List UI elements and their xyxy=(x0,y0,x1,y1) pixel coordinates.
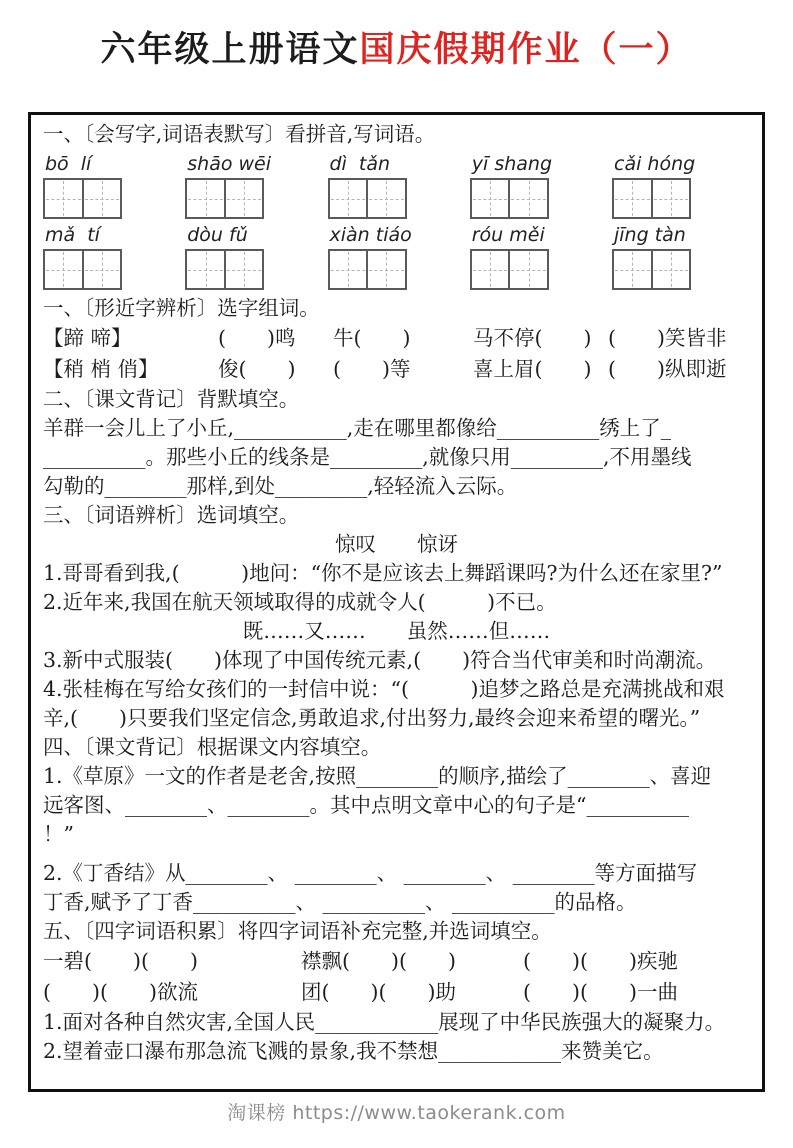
grid-cell[interactable] xyxy=(45,251,82,288)
writing-grid-box[interactable] xyxy=(185,249,264,290)
pinyin-label: róu měi xyxy=(471,224,545,246)
char-group-label: 【蹄 啼】 xyxy=(43,326,132,350)
grid-cell[interactable] xyxy=(82,251,121,288)
idiom-row-1 xyxy=(43,946,750,977)
pinyin-word-col xyxy=(470,223,608,290)
title-course-part: 六年级上册语文 xyxy=(100,29,360,70)
title-assignment-part: 国庆假期作业（一） xyxy=(359,29,693,70)
fill-blank-line: 丁香,赋予了丁香__________、 __________、 __________的品格。 xyxy=(43,890,637,914)
idiom-row-2 xyxy=(43,977,750,1008)
writing-grid-box[interactable] xyxy=(43,178,122,219)
pinyin-word-col xyxy=(612,152,750,219)
grid-cell[interactable] xyxy=(472,251,509,288)
pinyin-label: jīng tàn xyxy=(614,224,686,246)
char-choice-row-2 xyxy=(43,354,750,385)
idiom-blank[interactable]: ( )( )一曲 xyxy=(523,980,678,1004)
fill-blank-line: 3.新中式服装( )体现了中国传统元素,( )符合当代审美和时尚潮流。 xyxy=(43,648,717,672)
pinyin-word-col xyxy=(328,152,466,219)
writing-grid-box[interactable] xyxy=(612,249,691,290)
fill-blank-line: 远客图、________、________。其中点明文章中心的句子是“__________ xyxy=(43,793,689,817)
fill-blank-line: 辛,( )只要我们坚定信念,勇敢追求,付出努力,最终会迎来希望的曙光。” xyxy=(43,706,701,730)
page-title xyxy=(0,26,793,74)
pinyin-row-2 xyxy=(43,223,750,290)
char-choice-blank[interactable]: ( )纵即逝 xyxy=(608,357,727,381)
writing-grid-box[interactable] xyxy=(470,178,549,219)
idiom-blank[interactable]: ( )( )欲流 xyxy=(43,980,198,1004)
grid-cell[interactable] xyxy=(366,251,405,288)
pinyin-row-1 xyxy=(43,152,750,219)
fill-blank-line: 1.面对各种自然灾害,全国人民____________展现了中华民族强大的凝聚力。 xyxy=(43,1010,726,1034)
pinyin-label: yī shang xyxy=(471,153,552,175)
pinyin-label: cǎi hóng xyxy=(614,153,696,175)
pinyin-word-col xyxy=(328,223,466,290)
char-choice-blank[interactable]: ( )等 xyxy=(333,357,411,381)
fill-blank-line: 羊群一会儿上了小丘,___________,走在哪里都像给__________绣上了_ xyxy=(43,416,672,440)
char-choice-blank[interactable]: 俊( ) xyxy=(218,357,296,381)
pinyin-word-col xyxy=(470,152,608,219)
char-choice-blank[interactable]: ( )笑皆非 xyxy=(608,326,727,350)
char-choice-blank[interactable]: 喜上眉( ) xyxy=(473,357,592,381)
grid-cell[interactable] xyxy=(82,180,121,217)
char-choice-row-1 xyxy=(43,323,750,354)
char-choice-blank[interactable]: 牛( ) xyxy=(333,326,411,350)
grid-cell[interactable] xyxy=(366,180,405,217)
pinyin-label: shāo wēi xyxy=(187,153,272,175)
grid-cell[interactable] xyxy=(187,251,224,288)
grid-cell[interactable] xyxy=(224,180,263,217)
fill-blank-line: 2.望着壶口瀑布那急流飞溅的景象,我不禁想____________来赞美它。 xyxy=(43,1039,664,1063)
fill-blank-line: 1.《草原》一文的作者是老舍,按照________的顺序,描绘了________、喜迎 xyxy=(43,764,712,788)
fill-blank-line: __________。那些小丘的线条是_________,就像只用_________,不用墨线 xyxy=(43,445,692,469)
grid-cell[interactable] xyxy=(508,251,547,288)
writing-grid-box[interactable] xyxy=(185,178,264,219)
grid-cell[interactable] xyxy=(651,180,690,217)
char-group-label: 【稍 梢 俏】 xyxy=(43,357,159,381)
footer-watermark xyxy=(0,1098,793,1125)
idiom-blank[interactable]: ( )( )疾驰 xyxy=(523,949,678,973)
pinyin-word-col xyxy=(43,223,181,290)
grid-cell[interactable] xyxy=(472,180,509,217)
grid-cell[interactable] xyxy=(614,180,651,217)
idiom-blank[interactable]: 团( )( )助 xyxy=(301,980,456,1004)
section-sizi-heading: 五、〔四字词语积累〕将四字词语补充完整,并选词填空。 xyxy=(43,919,552,943)
section-beimo-heading: 二、〔课文背记〕背默填空。 xyxy=(43,387,300,411)
grid-cell[interactable] xyxy=(45,180,82,217)
section-kewen-heading: 四、〔课文背记〕根据课文内容填空。 xyxy=(43,735,382,759)
pinyin-label: dòu fǔ xyxy=(187,224,248,246)
grid-cell[interactable] xyxy=(187,180,224,217)
writing-grid-box[interactable] xyxy=(43,249,122,290)
worksheet-border-box xyxy=(28,112,765,1092)
pinyin-word-col xyxy=(43,152,181,219)
fill-blank-line: 2.《丁香结》从________、 ________、 ________、 ________等方面描写 xyxy=(43,861,698,885)
writing-grid-box[interactable] xyxy=(470,249,549,290)
fill-blank-line: 勾勒的________那样,到处_________,轻轻流入云际。 xyxy=(43,474,518,498)
grid-cell[interactable] xyxy=(224,251,263,288)
idiom-blank[interactable]: 一碧( )( ) xyxy=(43,949,198,973)
pinyin-label: bō lí xyxy=(45,153,92,175)
pinyin-label: mǎ tí xyxy=(45,224,100,246)
grid-cell[interactable] xyxy=(651,251,690,288)
char-choice-blank[interactable]: 马不停( ) xyxy=(473,326,592,350)
fill-blank-line: 2.近年来,我国在航天领域取得的成就令人( )不已。 xyxy=(43,590,557,614)
word-options-1: 惊叹 惊讶 xyxy=(335,532,458,556)
writing-grid-box[interactable] xyxy=(328,249,407,290)
grid-cell[interactable] xyxy=(508,180,547,217)
writing-grid-box[interactable] xyxy=(328,178,407,219)
idiom-blank[interactable]: 襟飘( )( ) xyxy=(301,949,456,973)
fill-blank-line: ！” xyxy=(43,822,74,846)
grid-cell[interactable] xyxy=(614,251,651,288)
fill-blank-line: 1.哥哥看到我,( )地问：“你不是应该去上舞蹈课吗?为什么还在家里?” xyxy=(43,561,723,585)
pinyin-label: xiàn tiáo xyxy=(329,224,412,246)
section-xuanci-heading: 三、〔词语辨析〕选词填空。 xyxy=(43,503,300,527)
word-options-2: 既……又…… 虽然……但…… xyxy=(242,619,551,643)
pinyin-word-col xyxy=(185,223,323,290)
pinyin-label: dì tǎn xyxy=(329,153,391,175)
char-choice-blank[interactable]: ( )鸣 xyxy=(218,326,296,350)
writing-grid-box[interactable] xyxy=(612,178,691,219)
grid-cell[interactable] xyxy=(330,251,367,288)
section-pinyin-heading: 一、〔会写字,词语表默写〕看拼音,写词语。 xyxy=(43,122,436,146)
pinyin-word-col xyxy=(185,152,323,219)
watermark-text: 淘课榜 https://www.taokerank.com xyxy=(227,1102,566,1124)
fill-blank-line: 4.张桂梅在写给女孩们的一封信中说：“( )追梦之路总是充满挑战和艰 xyxy=(43,677,725,701)
section-xjz-heading: 一、〔形近字辨析〕选字组词。 xyxy=(43,296,320,320)
pinyin-word-col xyxy=(612,223,750,290)
grid-cell[interactable] xyxy=(330,180,367,217)
